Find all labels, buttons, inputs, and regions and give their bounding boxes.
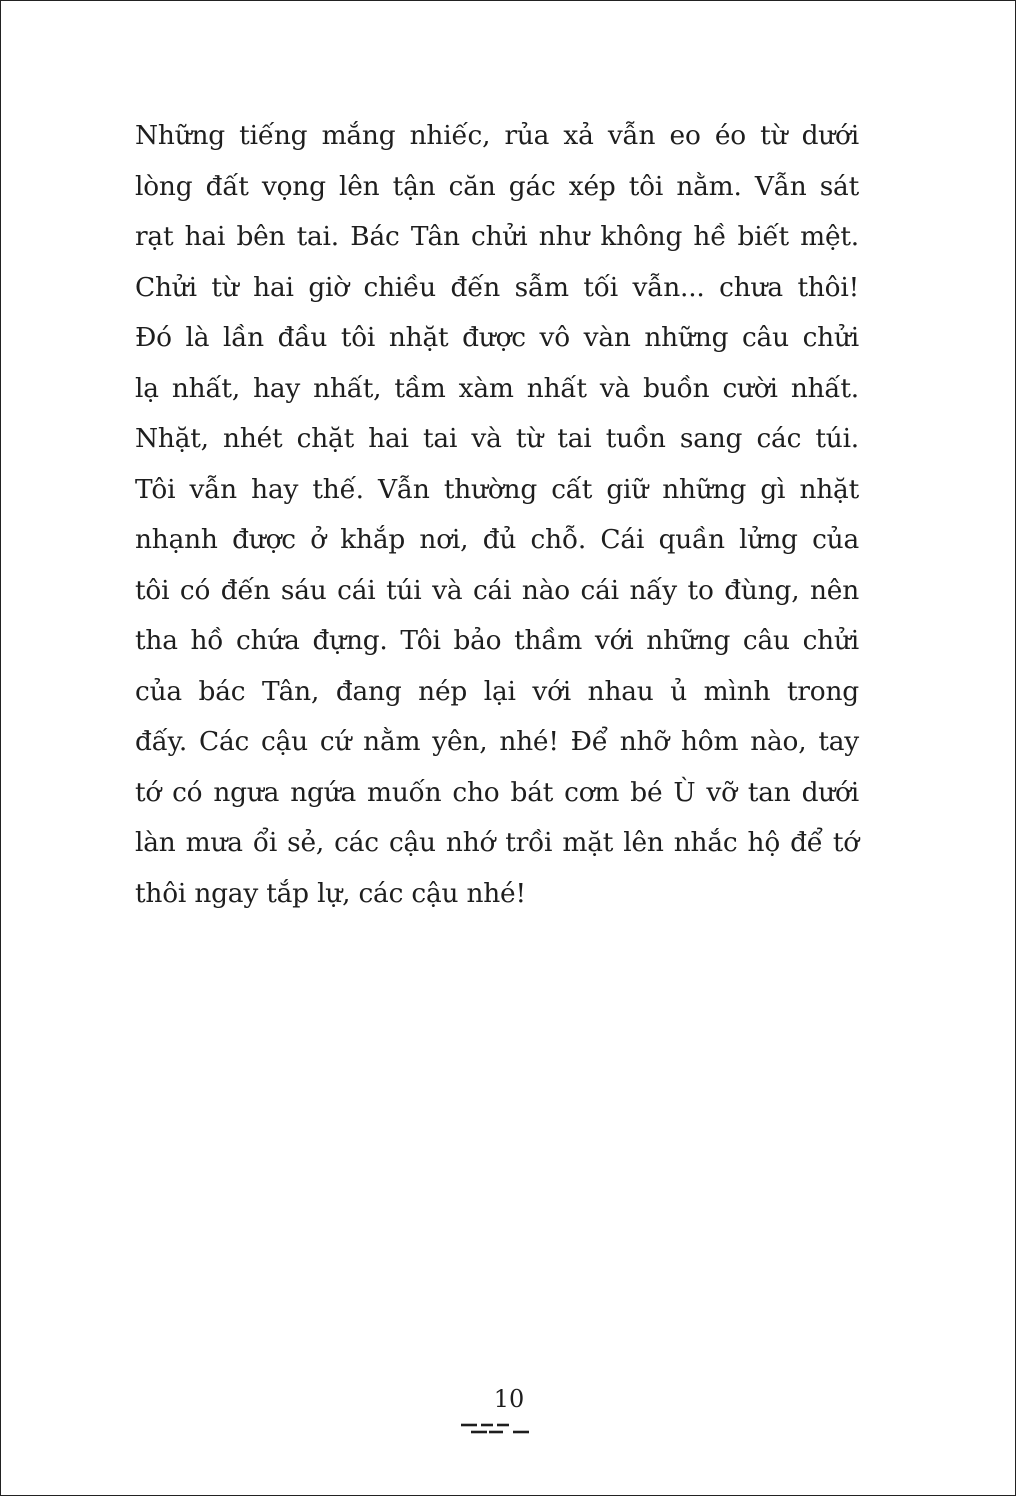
text-line: nhạnh được ở khắp nơi, đủ chỗ. Cái quần lửng của	[135, 524, 859, 555]
text-line: làn mưa ổi sẻ, các cậu nhớ trồi mặt lên nhắc hộ để tớ	[135, 827, 859, 858]
dash-ornament-icon	[459, 1419, 531, 1439]
text-line: đấy. Các cậu cứ nằm yên, nhé! Để nhỡ hôm nào, tay	[135, 726, 859, 757]
page-number: 10	[493, 1385, 525, 1413]
text-line: lạ nhất, hay nhất, tầm xàm nhất và buồn cười nhất.	[135, 372, 859, 404]
text-line: Những tiếng mắng nhiếc, rủa xả vẫn eo éo từ dưới	[135, 120, 859, 151]
body-text	[135, 111, 859, 919]
text-line: lòng đất vọng lên tận căn gác xép tôi nằm. Vẫn sát	[135, 170, 859, 202]
text-line: Đó là lần đầu tôi nhặt được vô vàn những câu chửi	[135, 322, 859, 353]
text-line: Tôi vẫn hay thế. Vẫn thường cất giữ những gì nhặt	[135, 473, 859, 505]
text-line: rạt hai bên tai. Bác Tân chửi như không hề biết mệt.	[135, 221, 859, 252]
text-line: Nhặt, nhét chặt hai tai và từ tai tuồn sang các túi.	[135, 423, 859, 454]
text-line: thôi ngay tắp lự, các cậu nhé!	[135, 877, 526, 909]
text-line: tớ có ngưa ngứa muốn cho bát cơm bé Ù vỡ tan dưới	[135, 776, 859, 808]
text-line: của bác Tân, đang nép lại với nhau ủ mình trong	[135, 675, 859, 707]
text-line: Chửi từ hai giờ chiều đến sẫm tối vẫn... chưa thôi!	[135, 271, 859, 303]
text-line: tôi có đến sáu cái túi và cái nào cái nấy to đùng, nên	[135, 574, 859, 606]
text-line: tha hồ chứa đựng. Tôi bảo thầm với những câu chửi	[135, 625, 859, 656]
